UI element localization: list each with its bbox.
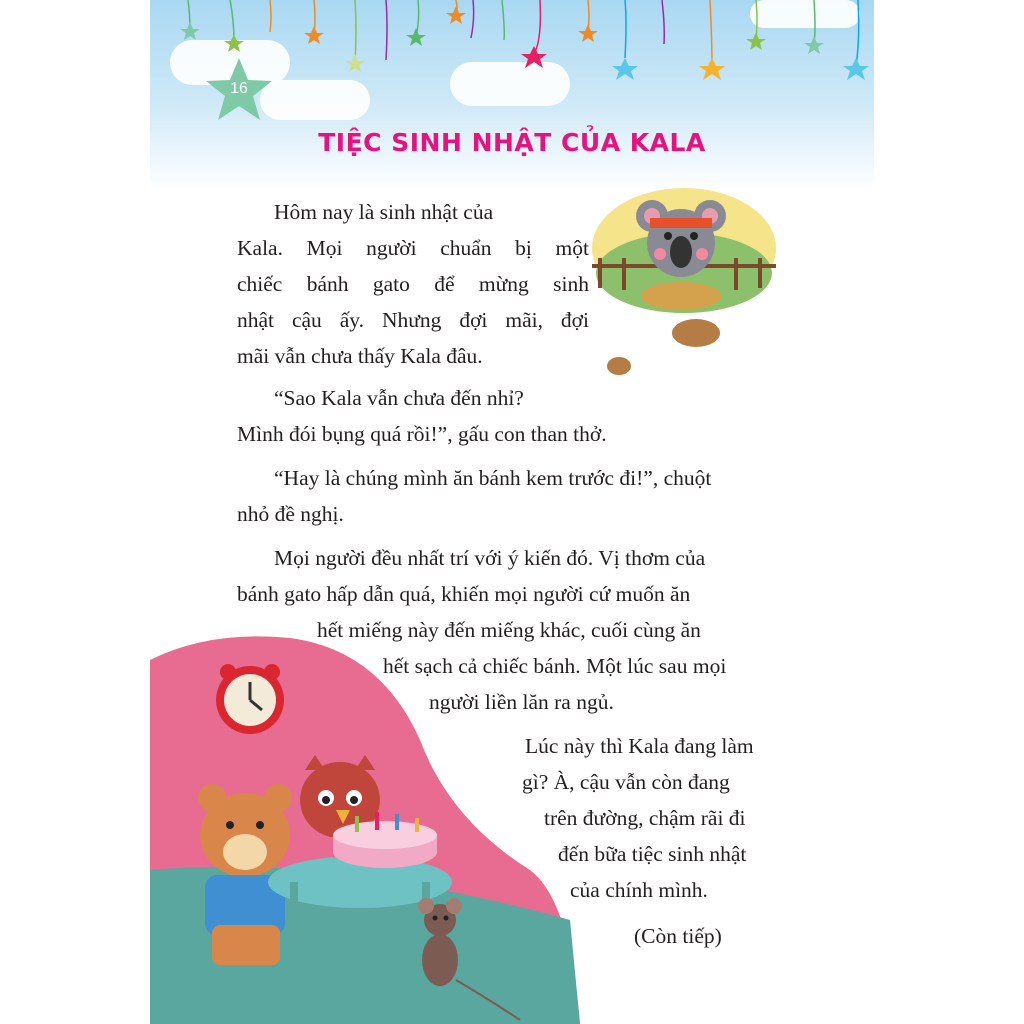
- text-line: Mình đói bụng quá rồi!”, gấu con than thở.: [237, 422, 607, 446]
- story-paragraph-5: [522, 728, 792, 908]
- text-line: Kala. Mọi người chuẩn bị một: [237, 236, 589, 260]
- text-line: đến bữa tiệc sinh nhật: [558, 842, 747, 866]
- text-line: nhỏ đề nghị.: [237, 502, 344, 526]
- text-line: mãi vẫn chưa thấy Kala đâu.: [237, 344, 483, 368]
- text-line: Mọi người đều nhất trí với ý kiến đó. Vị thơm của: [274, 546, 706, 570]
- story-title: TIỆC SINH NHẬT CỦA KALA: [318, 128, 706, 157]
- text-line: gì? À, cậu vẫn còn đang: [522, 770, 730, 794]
- text-line: hết miếng này đến miếng khác, cuối cùng ăn: [317, 618, 701, 642]
- story-paragraph-3: [237, 460, 797, 532]
- story-paragraph-2: [237, 380, 797, 452]
- text-line: người liền lăn ra ngủ.: [429, 690, 614, 714]
- text-line: bánh gato hấp dẫn quá, khiến mọi người cứ muốn ăn: [237, 582, 691, 606]
- text-line: Hôm nay là sinh nhật của: [274, 200, 494, 224]
- page-number: 16: [230, 80, 248, 97]
- continued-note: [634, 918, 784, 954]
- text-line: hết sạch cả chiếc bánh. Một lúc sau mọi: [383, 654, 727, 678]
- text-line: (Còn tiếp): [634, 924, 722, 948]
- story-paragraph-1: [237, 194, 589, 374]
- story-paragraph-4: [237, 540, 792, 720]
- text-line: Lúc này thì Kala đang làm: [525, 734, 754, 758]
- header-sky: [150, 0, 874, 190]
- text-line: “Hay là chúng mình ăn bánh kem trước đi!”, chuột: [274, 466, 712, 490]
- text-line: của chính mình.: [570, 878, 708, 902]
- thought-bubble-koala: [586, 178, 786, 378]
- hanging-star-icon: [180, 22, 200, 40]
- book-page: [150, 0, 874, 1024]
- text-line: “Sao Kala vẫn chưa đến nhỉ?: [274, 386, 524, 410]
- text-line: nhật cậu ấy. Nhưng đợi mãi, đợi: [237, 308, 589, 332]
- text-line: chiếc bánh gato để mừng sinh: [237, 272, 589, 296]
- text-line: trên đường, chậm rãi đi: [544, 806, 746, 830]
